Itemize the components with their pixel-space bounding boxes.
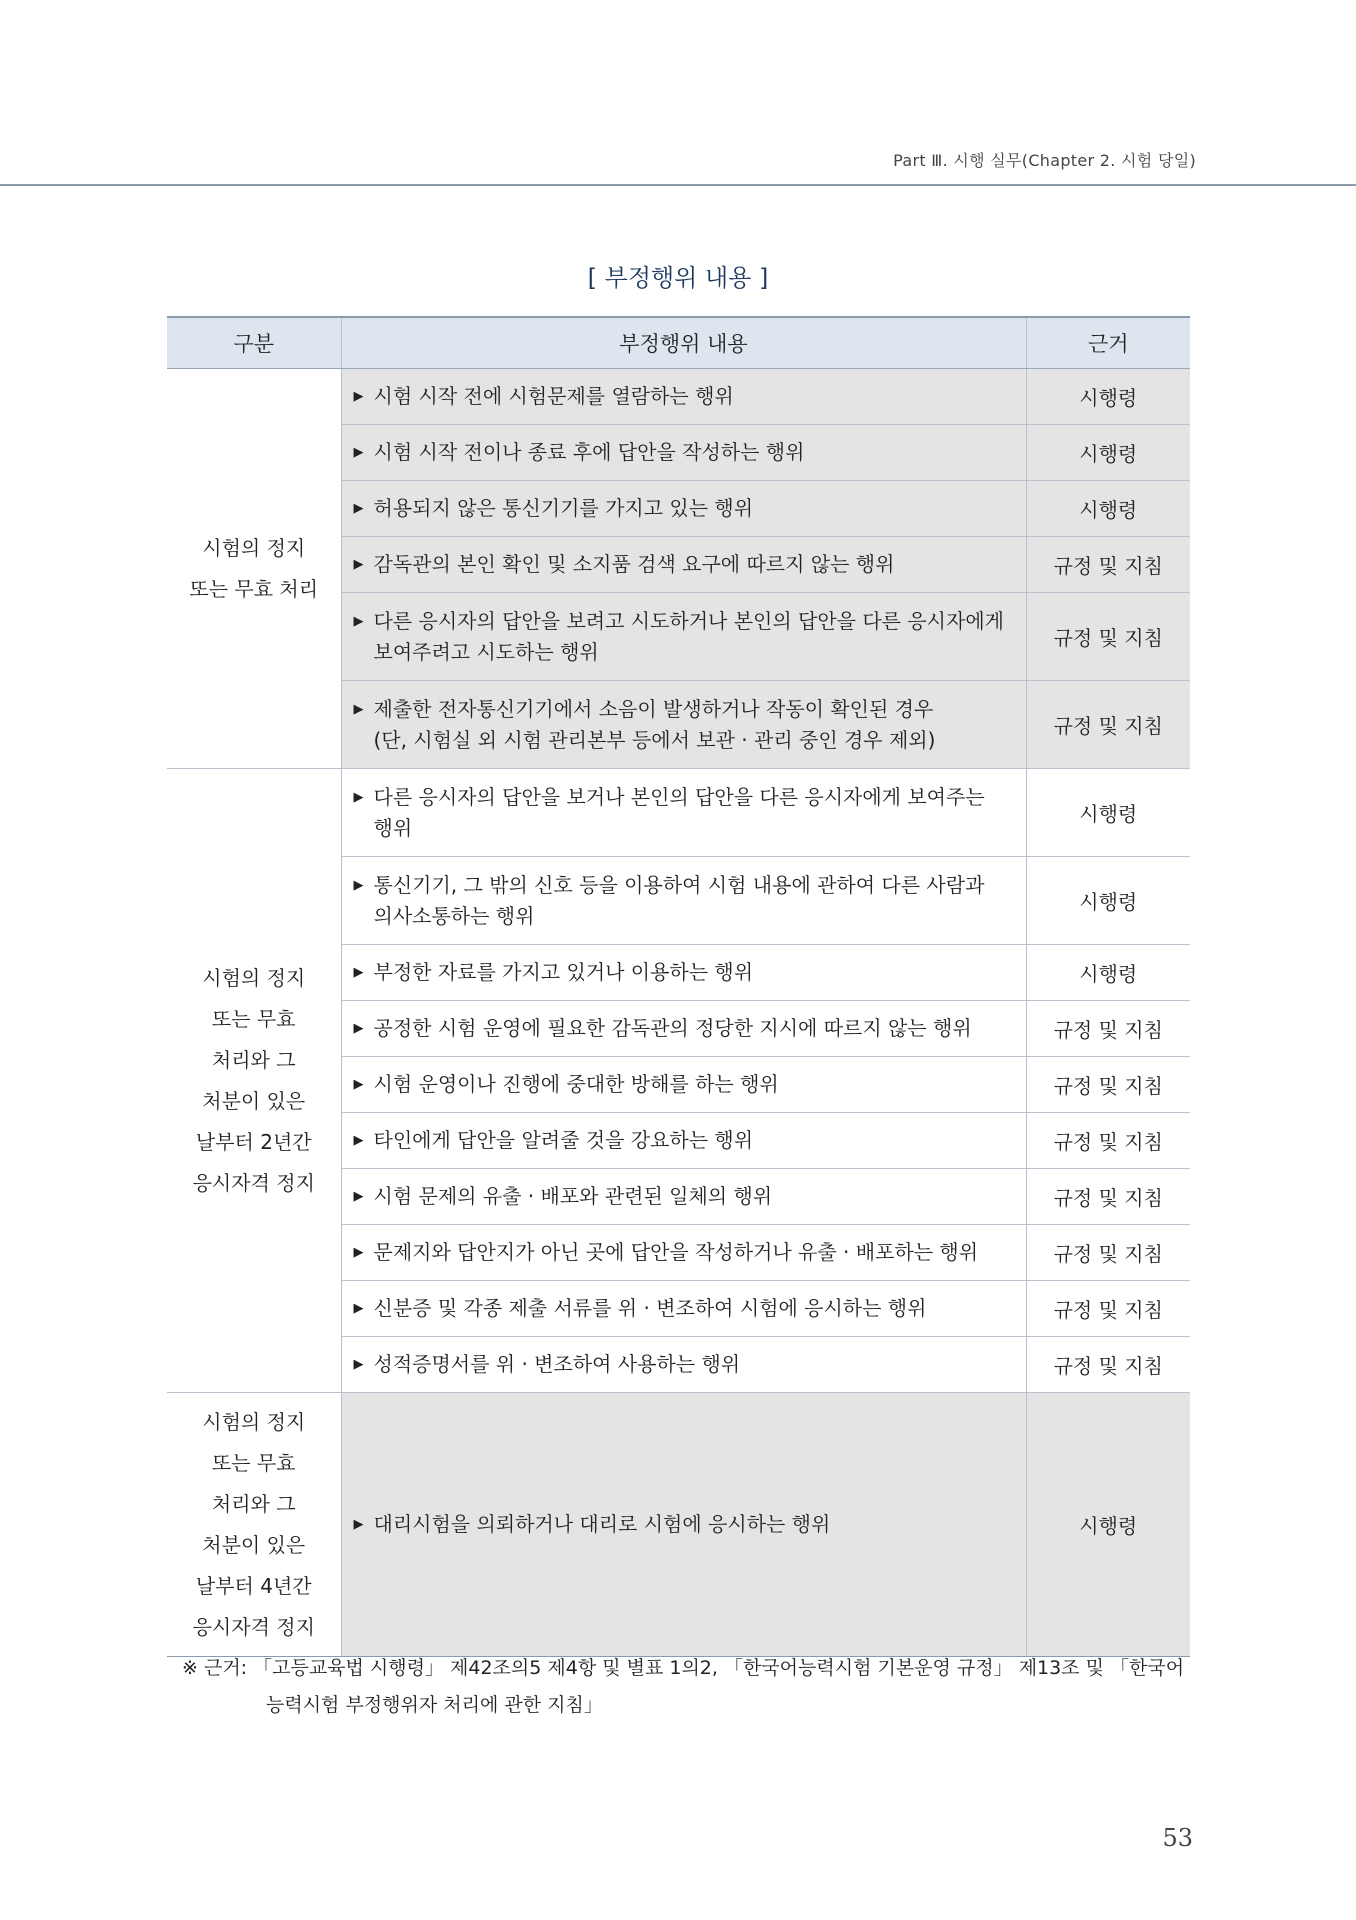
misconduct-content-cell [341, 537, 1026, 593]
basis-cell: 규정 및 지침 [1026, 1337, 1190, 1393]
misconduct-text [374, 381, 1016, 412]
misconduct-text [374, 957, 1016, 988]
header-basis: 근거 [1026, 317, 1190, 369]
category-line: 또는 무효 [211, 1006, 296, 1031]
misconduct-text-line: 성적증명서를 위 · 변조하여 사용하는 행위 [373, 1352, 741, 1376]
misconduct-text [374, 1069, 1016, 1100]
header-rule [0, 184, 1356, 186]
misconduct-content-cell [341, 1225, 1026, 1281]
category-line: 날부터 2년간 [195, 1129, 312, 1154]
category-cell [167, 369, 341, 769]
misconduct-content-cell [341, 369, 1026, 425]
misconduct-text-line: 다른 응시자의 답안을 보거나 본인의 답안을 다른 응시자에게 보여주는 [373, 784, 985, 809]
basis-cell: 규정 및 지침 [1026, 1057, 1190, 1113]
category-line: 응시자격 정지 [192, 1170, 315, 1195]
misconduct-content-cell [341, 1113, 1026, 1169]
misconduct-text-line: 부정한 자료를 가지고 있거나 이용하는 행위 [373, 960, 754, 984]
header-category: 구분 [167, 317, 341, 369]
category-line: 시험의 정지 [202, 1409, 306, 1434]
misconduct-text-line: (단, 시험실 외 시험 관리본부 등에서 보관 · 관리 중인 경우 제외) [373, 727, 936, 752]
category-line: 처분이 있은 [202, 1532, 306, 1557]
misconduct-content-cell [341, 945, 1026, 1001]
misconduct-text-line: 대리시험을 의뢰하거나 대리로 시험에 응시하는 행위 [373, 1512, 831, 1536]
header-content: 부정행위 내용 [341, 317, 1026, 369]
misconduct-content-cell [341, 1337, 1026, 1393]
bullet-triangle-icon: ▶ [353, 1301, 364, 1316]
bullet-triangle-icon: ▶ [353, 389, 364, 404]
page-number: 53 [1162, 1824, 1193, 1852]
misconduct-text-line: 공정한 시험 운영에 필요한 감독관의 정당한 지시에 따르지 않는 행위 [373, 1016, 972, 1040]
footnote [182, 1650, 1202, 1724]
basis-cell: 규정 및 지침 [1026, 681, 1190, 769]
misconduct-text [374, 1293, 1016, 1324]
misconduct-text [374, 870, 1016, 932]
bullet-triangle-icon: ▶ [353, 701, 364, 717]
bullet-triangle-icon: ▶ [353, 501, 364, 516]
misconduct-text [374, 437, 1016, 468]
misconduct-content-cell [341, 857, 1026, 945]
basis-cell: 규정 및 지침 [1026, 1281, 1190, 1337]
category-line: 처리와 그 [211, 1491, 296, 1516]
bullet-triangle-icon: ▶ [353, 1245, 364, 1260]
misconduct-content-cell [341, 425, 1026, 481]
basis-cell: 시행령 [1026, 369, 1190, 425]
bullet-triangle-icon: ▶ [353, 1077, 364, 1092]
misconduct-content-cell [341, 593, 1026, 681]
misconduct-text-line: 시험 시작 전에 시험문제를 열람하는 행위 [373, 384, 734, 408]
table-title: [ 부정행위 내용 ] [587, 264, 769, 292]
bullet-triangle-icon: ▶ [353, 445, 364, 460]
bullet-triangle-icon: ▶ [353, 613, 364, 629]
misconduct-text [374, 606, 1016, 668]
misconduct-text [374, 549, 1016, 580]
misconduct-text-line: 제출한 전자통신기기에서 소음이 발생하거나 작동이 확인된 경우 [373, 696, 934, 721]
table-row [167, 1393, 1190, 1657]
misconduct-content-cell [341, 1001, 1026, 1057]
misconduct-table [167, 316, 1190, 1657]
basis-cell: 시행령 [1026, 1393, 1190, 1657]
misconduct-text-line: 감독관의 본인 확인 및 소지품 검색 요구에 따르지 않는 행위 [373, 552, 895, 576]
misconduct-text [374, 782, 1016, 844]
misconduct-text-line: 시험 문제의 유출 · 배포와 관련된 일체의 행위 [373, 1184, 773, 1208]
misconduct-content-cell [341, 1057, 1026, 1113]
misconduct-text-line: 문제지와 답안지가 아닌 곳에 답안을 작성하거나 유출 · 배포하는 행위 [373, 1240, 979, 1264]
category-line: 또는 무효 [211, 1450, 296, 1475]
running-header: Part Ⅲ. 시행 실무(Chapter 2. 시험 당일) [893, 151, 1196, 170]
table-header-row [167, 317, 1190, 369]
misconduct-content-cell [341, 1281, 1026, 1337]
misconduct-text [374, 1125, 1016, 1156]
misconduct-content-cell [341, 1169, 1026, 1225]
basis-cell: 시행령 [1026, 481, 1190, 537]
bullet-triangle-icon: ▶ [353, 1357, 364, 1372]
misconduct-text [374, 1509, 1016, 1540]
misconduct-text-line: 타인에게 답안을 알려줄 것을 강요하는 행위 [373, 1128, 754, 1152]
misconduct-text-line: 행위 [373, 815, 413, 840]
misconduct-text-line: 시험 시작 전이나 종료 후에 답안을 작성하는 행위 [373, 440, 805, 464]
footnote-line-2: 능력시험 부정행위자 처리에 관한 지침」 [266, 1694, 603, 1716]
misconduct-content-cell [341, 481, 1026, 537]
misconduct-content-cell [341, 681, 1026, 769]
misconduct-text [374, 1013, 1016, 1044]
basis-cell: 규정 및 지침 [1026, 1169, 1190, 1225]
table-row [167, 769, 1190, 857]
basis-cell: 시행령 [1026, 857, 1190, 945]
category-cell [167, 1393, 341, 1657]
category-line: 응시자격 정지 [192, 1614, 315, 1639]
misconduct-text-line: 보여주려고 시도하는 행위 [373, 639, 599, 664]
bullet-triangle-icon: ▶ [353, 557, 364, 572]
basis-cell: 규정 및 지침 [1026, 537, 1190, 593]
misconduct-content-cell [341, 1393, 1026, 1657]
category-line: 처리와 그 [211, 1047, 296, 1072]
misconduct-text [374, 694, 1016, 756]
bullet-triangle-icon: ▶ [353, 1133, 364, 1148]
basis-cell: 시행령 [1026, 945, 1190, 1001]
table-row [167, 369, 1190, 425]
basis-cell: 규정 및 지침 [1026, 1113, 1190, 1169]
misconduct-text-line: 시험 운영이나 진행에 중대한 방해를 하는 행위 [373, 1072, 779, 1096]
category-line: 시험의 정지 [202, 535, 306, 560]
misconduct-text [374, 493, 1016, 524]
misconduct-text-line: 통신기기, 그 밖의 신호 등을 이용하여 시험 내용에 관하여 다른 사람과 [373, 872, 985, 897]
basis-cell: 규정 및 지침 [1026, 1001, 1190, 1057]
bullet-triangle-icon: ▶ [353, 1517, 364, 1532]
basis-cell: 시행령 [1026, 425, 1190, 481]
misconduct-text-line: 의사소통하는 행위 [373, 903, 535, 928]
misconduct-text-line: 허용되지 않은 통신기기를 가지고 있는 행위 [373, 496, 754, 520]
misconduct-text [374, 1181, 1016, 1212]
bullet-triangle-icon: ▶ [353, 1189, 364, 1204]
basis-cell: 규정 및 지침 [1026, 593, 1190, 681]
category-line: 시험의 정지 [202, 965, 306, 990]
category-line: 날부터 4년간 [195, 1573, 312, 1598]
bullet-triangle-icon: ▶ [353, 1021, 364, 1036]
category-line: 처분이 있은 [202, 1088, 306, 1113]
footnote-line-1: ※ 근거: 「고등교육법 시행령」 제42조의5 제4항 및 별표 1의2, 「한국어능력시험 기본운영 규정」 제13조 및 「한국어 [182, 1657, 1185, 1679]
basis-cell: 시행령 [1026, 769, 1190, 857]
misconduct-text [374, 1237, 1016, 1268]
basis-cell: 규정 및 지침 [1026, 1225, 1190, 1281]
bullet-triangle-icon: ▶ [353, 877, 364, 893]
misconduct-text-line: 신분증 및 각종 제출 서류를 위 · 변조하여 시험에 응시하는 행위 [373, 1296, 927, 1320]
misconduct-text-line: 다른 응시자의 답안을 보려고 시도하거나 본인의 답안을 다른 응시자에게 [373, 608, 1004, 633]
misconduct-content-cell [341, 769, 1026, 857]
category-line: 또는 무효 처리 [189, 576, 319, 601]
bullet-triangle-icon: ▶ [353, 965, 364, 980]
bullet-triangle-icon: ▶ [353, 789, 364, 805]
table-body [167, 369, 1190, 1657]
category-cell [167, 769, 341, 1393]
misconduct-text [374, 1349, 1016, 1380]
